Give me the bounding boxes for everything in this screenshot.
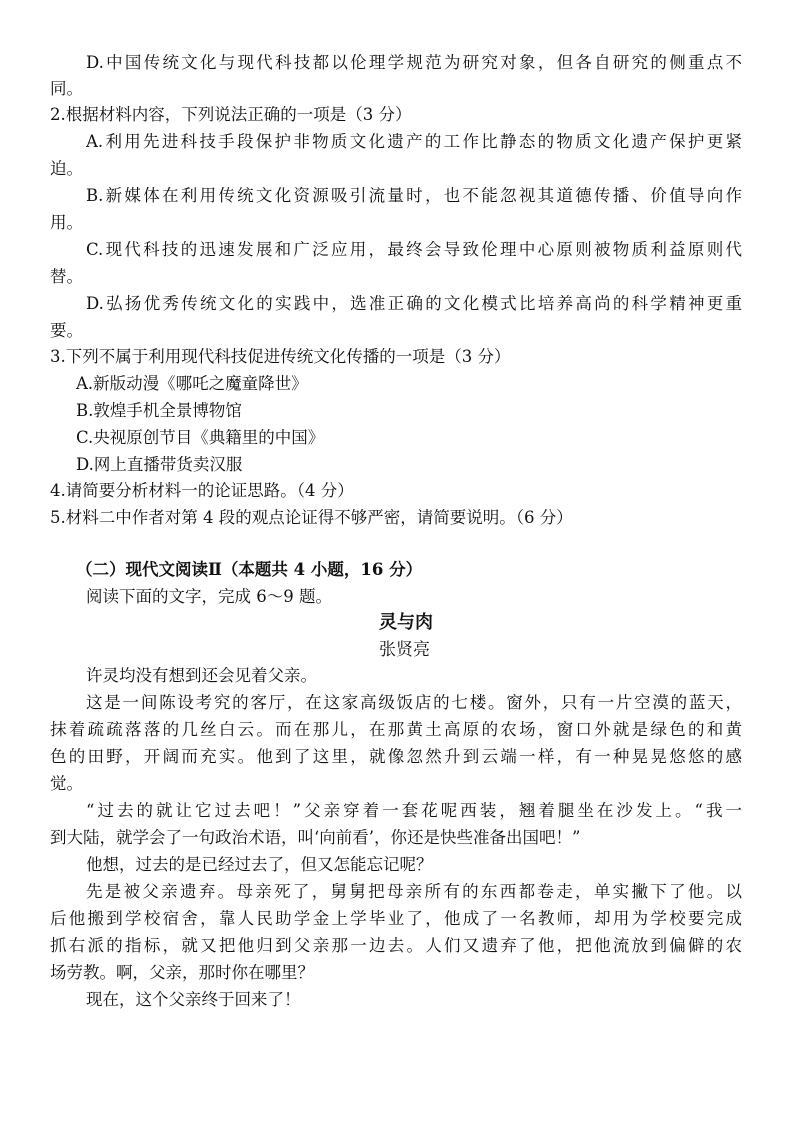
story-title: 灵与肉	[379, 612, 433, 633]
story-paragraph-2-line3: 色的田野，开阔而充实。他到了这里，就像忽然升到云端一样，有一种晃晃悠悠的感	[50, 747, 742, 766]
story-paragraph-5-line3: 抓右派的指标，就又把他归到父亲那一边去。人们又遗弃了他，把他流放到偏僻的农	[50, 936, 742, 955]
q3-option-c: C.央视原创节目《典籍里的中国》	[76, 428, 325, 447]
q3-option-d: D.网上直播带货卖汉服	[76, 455, 243, 474]
story-paragraph-5-line2: 后他搬到学校宿舍，靠人民助学金上学毕业了，他成了一名教师，却用为学校要完成	[50, 909, 742, 928]
q2-stem: 2.根据材料内容，下列说法正确的一项是（3 分）	[50, 105, 412, 124]
story-author: 张贤亮	[379, 640, 430, 660]
q1-option-d-line2: 同。	[50, 79, 83, 98]
q2-option-a-line1: A.利用先进科技手段保护非物质文化遗产的工作比静态的物质文化遗产保护更紧	[86, 132, 742, 151]
story-paragraph-2-line4: 觉。	[50, 774, 83, 793]
section2-instruction: 阅读下面的文字，完成 6～9 题。	[86, 587, 332, 606]
q3-option-a: A.新版动漫《哪吒之魔童降世》	[76, 374, 308, 393]
story-paragraph-6: 现在，这个父亲终于回来了！	[86, 990, 301, 1009]
q2-option-b-line2: 用。	[50, 213, 83, 232]
q5-stem: 5.材料二中作者对第 4 段的观点论证得不够严密，请简要说明。（6 分）	[50, 508, 573, 527]
story-paragraph-1: 许灵均没有想到还会见着父亲。	[86, 666, 317, 685]
q2-option-d-line1: D.弘扬优秀传统文化的实践中，选准正确的文化模式比培养高尚的科学精神更重	[86, 294, 742, 313]
story-paragraph-4: 他想，过去的是已经过去了，但又怎能忘记呢？	[86, 855, 433, 874]
q2-option-c-line1: C.现代科技的迅速发展和广泛应用，最终会导致伦理中心原则被物质利益原则代	[86, 240, 742, 259]
story-paragraph-3-line1: “过去的就让它过去吧！”父亲穿着一套花呢西装，翘着腿坐在沙发上。“我一	[86, 801, 742, 820]
story-paragraph-5-line1: 先是被父亲遗弃。母亲死了，舅舅把母亲所有的东西都卷走，单实撇下了他。以	[86, 882, 742, 901]
story-paragraph-2-line2: 抹着疏疏落落的几丝白云。而在那儿，在那黄土高原的农场，窗口外就是绿色的和黄	[50, 720, 742, 739]
q2-option-c-line2: 替。	[50, 267, 83, 286]
story-paragraph-3-line2: 到大陆，就学会了一句政治术语，叫‘向前看’，你还是快些准备出国吧！”	[50, 828, 581, 847]
story-paragraph-2-line1: 这是一间陈设考究的客厅，在这家高级饭店的七楼。窗外，只有一片空漠的蓝天，	[86, 693, 742, 712]
section2-heading: （二）现代文阅读Ⅱ（本题共 4 小题，16 分）	[76, 560, 423, 579]
story-paragraph-5-line4: 场劳教。啊，父亲，那时你在哪里？	[50, 963, 314, 982]
q2-option-b-line1: B.新媒体在利用传统文化资源吸引流量时，也不能忽视其道德传播、价值导向作	[86, 186, 742, 205]
q3-option-b: B.敦煌手机全景博物馆	[76, 401, 242, 420]
q3-stem: 3.下列不属于利用现代科技促进传统文化传播的一项是（3 分）	[50, 347, 511, 366]
q2-option-a-line2: 迫。	[50, 159, 83, 178]
q1-option-d-line1: D.中国传统文化与现代科技都以伦理学规范为研究对象，但各自研究的侧重点不	[86, 53, 742, 72]
q4-stem: 4.请简要分析材料一的论证思路。（4 分）	[50, 481, 354, 500]
q2-option-d-line2: 要。	[50, 321, 83, 340]
